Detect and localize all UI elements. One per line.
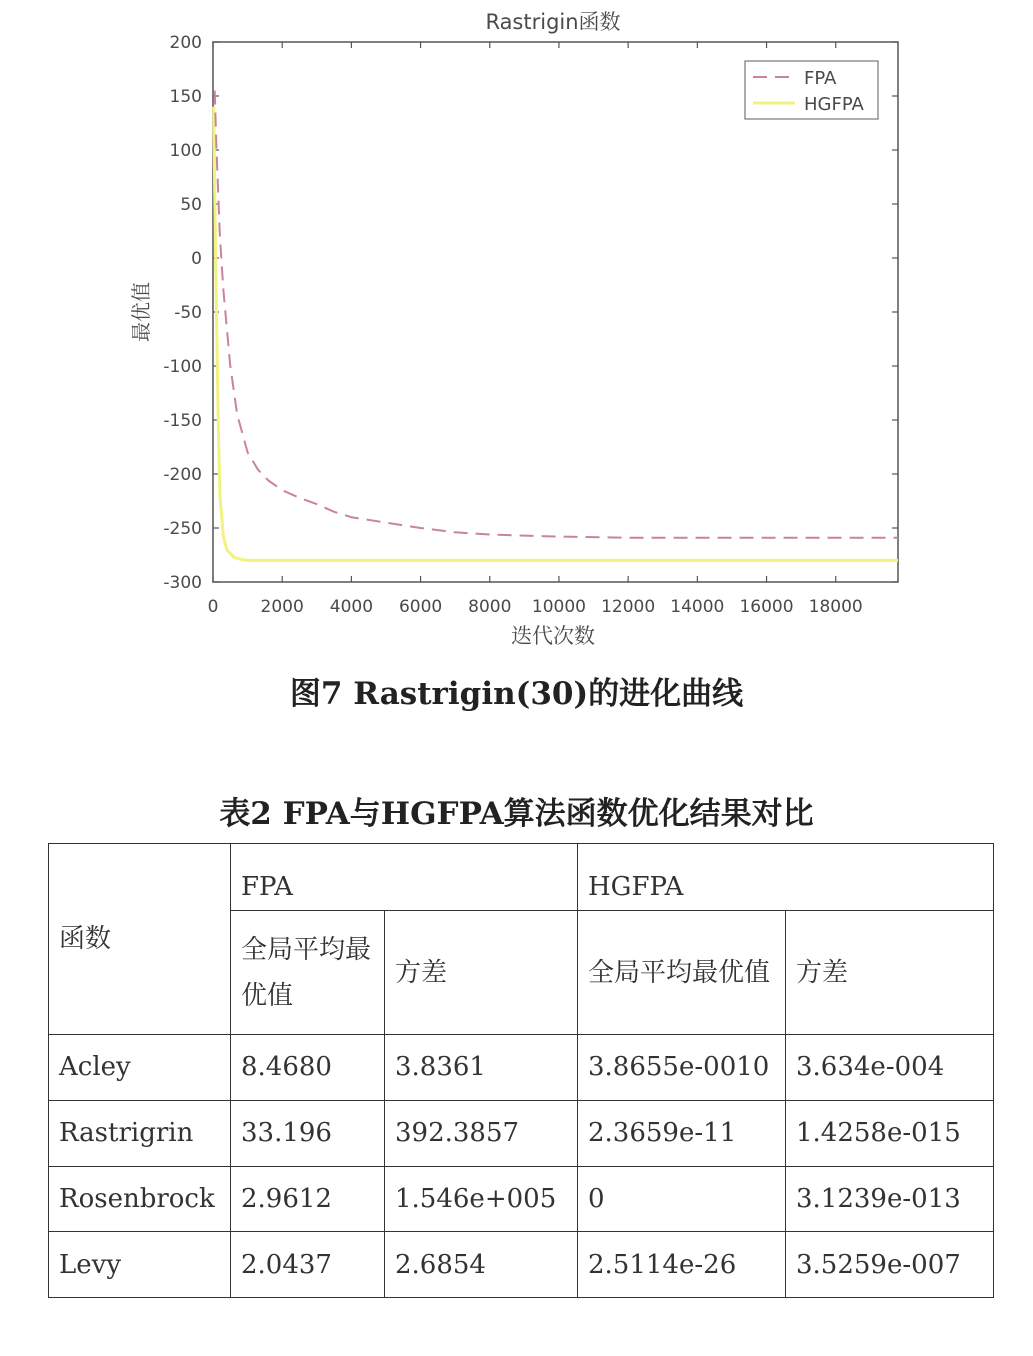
x-tick-label: 10000 — [531, 597, 587, 617]
header-group-fpa: FPA — [231, 844, 578, 911]
cell-function: Levy — [49, 1232, 231, 1298]
y-axis-label: 最优值 — [129, 282, 153, 342]
cell-function: Acley — [49, 1035, 231, 1101]
header-function: 函数 — [49, 844, 231, 1035]
table-row — [49, 1166, 994, 1232]
y-tick-label: -200 — [163, 465, 202, 485]
cell-fpa-mean: 2.9612 — [231, 1166, 385, 1232]
legend-label-hgfpa: HGFPA — [804, 94, 864, 115]
cell-hgfpa-var: 1.4258e-015 — [786, 1100, 994, 1166]
figure-caption: 图7 Rastrigin(30)的进化曲线 — [289, 676, 744, 712]
y-tick-label: 0 — [191, 249, 202, 269]
cell-hgfpa-var: 3.634e-004 — [786, 1035, 994, 1101]
x-tick-label: 8000 — [468, 597, 512, 617]
header-hgfpa-var: 方差 — [786, 911, 994, 1035]
x-tick-label: 2000 — [260, 597, 304, 617]
cell-hgfpa-mean: 2.5114e-26 — [578, 1232, 786, 1298]
header-hgfpa-mean: 全局平均最优值 — [578, 911, 786, 1035]
cell-function: Rastrigrin — [49, 1100, 231, 1166]
x-tick-label: 14000 — [670, 597, 725, 617]
cell-fpa-var: 1.546e+005 — [385, 1166, 578, 1232]
x-axis-label: 迭代次数 — [511, 624, 595, 648]
cell-function: Rosenbrock — [49, 1166, 231, 1232]
cell-fpa-mean: 2.0437 — [231, 1232, 385, 1298]
y-tick-label: -250 — [163, 519, 202, 539]
header-fpa-var: 方差 — [385, 911, 578, 1035]
legend-label-fpa: FPA — [804, 68, 837, 89]
results-table — [48, 843, 994, 1298]
legend — [745, 61, 878, 119]
table-caption: 表2 FPA与HGFPA算法函数优化结果对比 — [219, 796, 814, 832]
table-row — [49, 1232, 994, 1298]
cell-hgfpa-mean: 3.8655e-0010 — [578, 1035, 786, 1101]
table-header-row-1 — [49, 844, 994, 911]
x-tick-label: 18000 — [808, 597, 863, 617]
y-tick-label: -50 — [174, 303, 202, 323]
y-tick-label: 150 — [169, 87, 202, 107]
chart-title: Rastrigin函数 — [485, 10, 621, 34]
table-row — [49, 1100, 994, 1166]
y-tick-label: 200 — [169, 33, 202, 53]
cell-hgfpa-var: 3.5259e-007 — [786, 1232, 994, 1298]
x-tick-label: 0 — [207, 597, 219, 617]
cell-fpa-var: 392.3857 — [385, 1100, 578, 1166]
y-tick-label: -300 — [163, 573, 202, 593]
cell-fpa-mean: 8.4680 — [231, 1035, 385, 1101]
cell-fpa-mean: 33.196 — [231, 1100, 385, 1166]
cell-fpa-var: 3.8361 — [385, 1035, 578, 1101]
header-group-hgfpa: HGFPA — [578, 844, 994, 911]
x-tick-label: 6000 — [398, 597, 443, 617]
table-row — [49, 1035, 994, 1101]
rastrigin-chart — [0, 0, 1033, 665]
y-tick-label: -150 — [163, 411, 202, 431]
cell-hgfpa-mean: 2.3659e-11 — [578, 1100, 786, 1166]
header-fpa-mean: 全局平均最优值 — [231, 911, 385, 1035]
x-tick-label: 4000 — [329, 597, 374, 617]
cell-fpa-var: 2.6854 — [385, 1232, 578, 1298]
cell-hgfpa-mean: 0 — [578, 1166, 786, 1232]
y-tick-label: 50 — [180, 195, 202, 215]
cell-hgfpa-var: 3.1239e-013 — [786, 1166, 994, 1232]
plot-area — [213, 42, 898, 582]
y-tick-label: 100 — [169, 141, 202, 161]
x-tick-label: 12000 — [601, 597, 656, 617]
y-tick-label: -100 — [163, 357, 202, 377]
x-tick-label: 16000 — [739, 597, 794, 617]
